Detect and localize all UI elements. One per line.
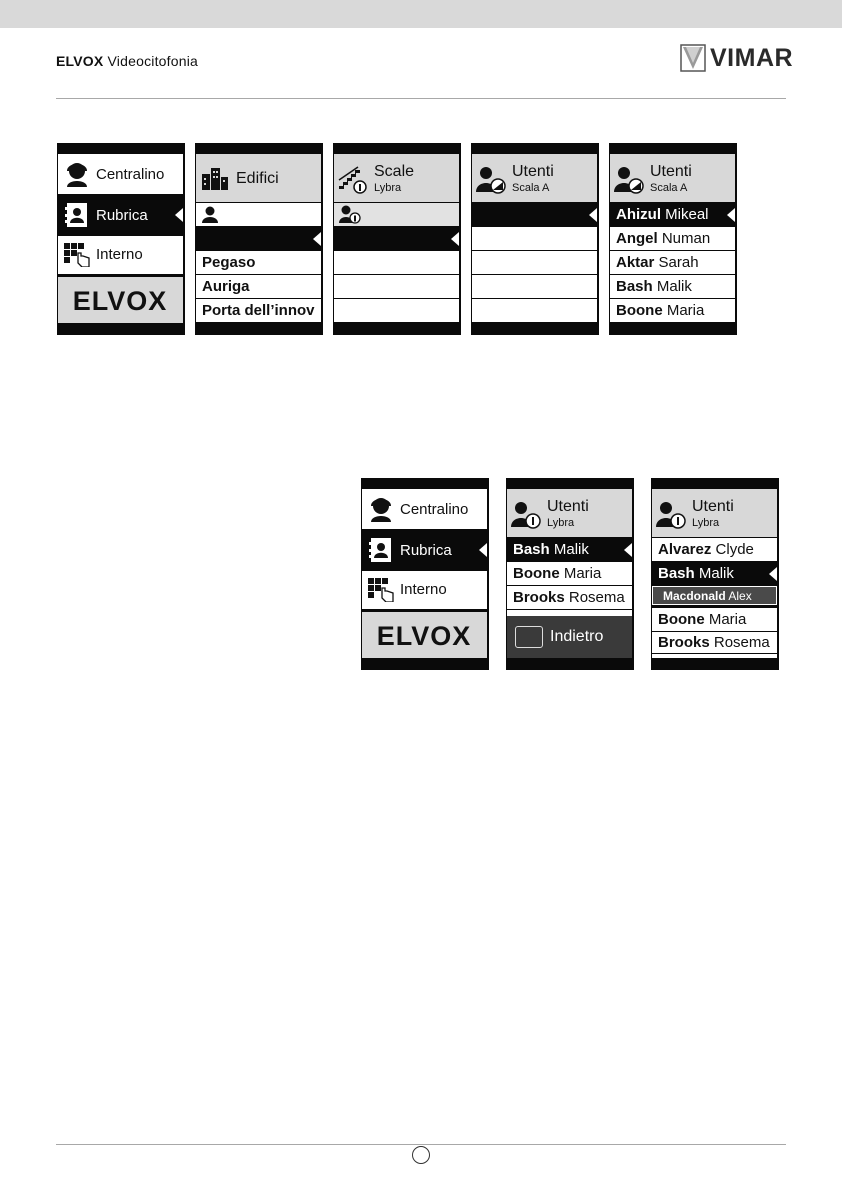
list-item[interactable] bbox=[334, 299, 459, 322]
user-icon bbox=[202, 206, 218, 223]
elvox-logo bbox=[62, 287, 179, 313]
menu-item-rubrica[interactable] bbox=[58, 195, 183, 235]
list-item-label bbox=[513, 541, 589, 558]
list-item[interactable] bbox=[196, 275, 321, 298]
first-name: Maria bbox=[666, 302, 705, 319]
menu-item-centralino[interactable] bbox=[58, 154, 183, 194]
list-item[interactable] bbox=[610, 299, 735, 322]
last-name: Boone bbox=[616, 302, 663, 319]
buildings-icon bbox=[202, 168, 228, 190]
screen-scale bbox=[333, 143, 461, 335]
list-item-label bbox=[658, 634, 770, 651]
list-item-label bbox=[616, 278, 692, 295]
last-name: Bash bbox=[616, 278, 653, 295]
list-item[interactable] bbox=[652, 608, 777, 631]
list-item-selected[interactable] bbox=[610, 203, 735, 226]
first-name: Malik bbox=[553, 541, 589, 558]
list-item[interactable] bbox=[472, 275, 597, 298]
page-title: Utenti bbox=[512, 163, 554, 180]
page-title: Utenti bbox=[692, 498, 734, 515]
last-name: Brooks bbox=[513, 589, 565, 606]
brand-rest: Videocitofonia bbox=[107, 53, 199, 69]
list-item-label: Auriga bbox=[202, 278, 250, 295]
list-item[interactable] bbox=[652, 538, 777, 561]
screen-edifici bbox=[195, 143, 323, 335]
vimar-logo-text: VIMAR bbox=[710, 44, 794, 72]
screen-main-menu-top bbox=[57, 143, 185, 335]
list-item-label bbox=[616, 254, 699, 271]
back-key-icon bbox=[515, 626, 543, 648]
page-subtitle: Lybra bbox=[374, 182, 402, 194]
user-stairs-icon bbox=[614, 166, 644, 194]
page-title: Edifici bbox=[236, 170, 279, 187]
screen-header bbox=[610, 154, 735, 202]
first-name: Malik bbox=[656, 278, 692, 295]
selection-arrow-icon bbox=[769, 567, 777, 581]
elvox-logo-text: ELVOX bbox=[376, 622, 472, 648]
back-popup[interactable] bbox=[507, 616, 632, 658]
menu-item-label: Centralino bbox=[400, 501, 469, 518]
screen-utenti-back bbox=[506, 478, 634, 670]
keypad-icon bbox=[64, 243, 90, 267]
list-item-label bbox=[663, 589, 752, 603]
screen-main-menu-bottom bbox=[361, 478, 489, 670]
first-name: Sarah bbox=[658, 254, 699, 271]
last-name: Bash bbox=[513, 541, 550, 558]
stairs-info-icon bbox=[338, 164, 368, 194]
list-item-selected[interactable] bbox=[196, 227, 321, 250]
selection-arrow-icon bbox=[479, 543, 487, 557]
user-info-icon bbox=[656, 501, 686, 529]
list-item-selected[interactable] bbox=[507, 538, 632, 561]
selection-arrow-icon bbox=[451, 232, 459, 246]
first-name: Mikeal bbox=[665, 206, 709, 223]
selection-arrow-icon bbox=[313, 232, 321, 246]
menu-item-interno[interactable] bbox=[362, 571, 487, 609]
page-subtitle: Scala A bbox=[650, 182, 688, 194]
list-item[interactable] bbox=[610, 227, 735, 250]
vimar-logo bbox=[680, 44, 794, 72]
list-item[interactable] bbox=[196, 299, 321, 322]
list-item-label bbox=[658, 541, 754, 558]
list-item-selected[interactable] bbox=[472, 203, 597, 226]
address-book-icon bbox=[65, 203, 87, 227]
list-item[interactable] bbox=[472, 227, 597, 250]
list-item-label bbox=[658, 565, 734, 582]
screen-header bbox=[507, 489, 632, 537]
list-item[interactable] bbox=[472, 251, 597, 274]
selection-arrow-icon bbox=[624, 543, 632, 557]
screen-header bbox=[652, 489, 777, 537]
first-name: Malik bbox=[698, 565, 734, 582]
first-name: Rosema bbox=[568, 589, 625, 606]
list-item[interactable] bbox=[334, 275, 459, 298]
selection-arrow-icon bbox=[727, 208, 735, 222]
list-item[interactable] bbox=[652, 632, 777, 653]
list-item[interactable] bbox=[334, 251, 459, 274]
first-name: Alex bbox=[728, 589, 752, 603]
list-item-selected[interactable] bbox=[334, 227, 459, 250]
brand-header bbox=[56, 53, 198, 69]
last-name: Aktar bbox=[616, 254, 655, 271]
selection-arrow-icon bbox=[589, 208, 597, 222]
last-name: Macdonald bbox=[663, 589, 726, 603]
back-button-label: Indietro bbox=[550, 628, 604, 645]
list-item-label bbox=[513, 565, 601, 582]
list-item[interactable] bbox=[610, 251, 735, 274]
last-name: Brooks bbox=[658, 634, 710, 651]
operator-icon bbox=[368, 496, 394, 522]
top-bar bbox=[0, 0, 842, 28]
first-name: Clyde bbox=[715, 541, 754, 558]
last-name: Ahizul bbox=[616, 206, 661, 223]
elvox-logo-panel bbox=[58, 277, 183, 323]
list-item-user[interactable] bbox=[196, 203, 321, 226]
page-title: Utenti bbox=[650, 163, 692, 180]
screen-utenti-empty bbox=[471, 143, 599, 335]
header-divider bbox=[56, 98, 786, 99]
menu-item-rubrica[interactable] bbox=[362, 530, 487, 570]
keypad-icon bbox=[368, 578, 394, 602]
first-name: Maria bbox=[708, 611, 747, 628]
list-item-selected[interactable] bbox=[652, 562, 777, 585]
last-name: Alvarez bbox=[658, 541, 712, 558]
elvox-logo-panel bbox=[362, 612, 487, 658]
menu-item-interno[interactable] bbox=[58, 236, 183, 274]
last-name: Angel bbox=[616, 230, 658, 247]
footer-divider bbox=[56, 1144, 786, 1145]
list-item-user-info[interactable] bbox=[334, 203, 459, 226]
list-item-label: Porta dell’innov bbox=[202, 302, 315, 319]
selection-arrow-icon bbox=[175, 208, 183, 222]
list-item[interactable] bbox=[196, 251, 321, 274]
list-item[interactable] bbox=[507, 562, 632, 585]
page-title: Utenti bbox=[547, 498, 589, 515]
page-number-circle bbox=[412, 1146, 430, 1164]
list-item-label bbox=[616, 230, 710, 247]
screen-header bbox=[196, 154, 321, 202]
list-item[interactable] bbox=[507, 586, 632, 609]
menu-item-centralino[interactable] bbox=[362, 489, 487, 529]
menu-item-label: Interno bbox=[96, 246, 143, 263]
page-subtitle: Scala A bbox=[512, 182, 550, 194]
last-name: Bash bbox=[658, 565, 695, 582]
operator-icon bbox=[64, 161, 90, 187]
page-subtitle: Lybra bbox=[692, 517, 720, 529]
user-info-icon bbox=[339, 205, 361, 224]
page-subtitle: Lybra bbox=[547, 517, 575, 529]
list-item-label bbox=[616, 206, 709, 223]
last-name: Boone bbox=[658, 611, 705, 628]
list-item-partial bbox=[652, 654, 777, 658]
elvox-logo bbox=[366, 622, 483, 648]
list-item-label bbox=[658, 611, 746, 628]
first-name: Numan bbox=[661, 230, 711, 247]
vimar-emblem-icon bbox=[680, 44, 706, 72]
user-stairs-icon bbox=[476, 166, 506, 194]
screen-header bbox=[472, 154, 597, 202]
screen-utenti-list bbox=[609, 143, 737, 335]
user-info-icon bbox=[511, 501, 541, 529]
page-title: Scale bbox=[374, 163, 415, 180]
list-item[interactable] bbox=[610, 275, 735, 298]
first-name: Maria bbox=[563, 565, 602, 582]
list-item[interactable] bbox=[472, 299, 597, 322]
first-name: Rosema bbox=[713, 634, 770, 651]
brand-bold: ELVOX bbox=[56, 53, 104, 69]
address-book-icon bbox=[369, 538, 391, 562]
list-item-expanded[interactable] bbox=[652, 586, 777, 605]
menu-item-label: Interno bbox=[400, 581, 447, 598]
list-item-label bbox=[513, 589, 625, 606]
menu-item-label: Rubrica bbox=[400, 542, 452, 559]
menu-item-label: Rubrica bbox=[96, 207, 148, 224]
elvox-logo-text: ELVOX bbox=[72, 287, 168, 313]
list-item-label: Pegaso bbox=[202, 254, 256, 271]
last-name: Boone bbox=[513, 565, 560, 582]
screen-header bbox=[334, 154, 459, 202]
list-item-label bbox=[616, 302, 704, 319]
screen-utenti-expanded bbox=[651, 478, 779, 670]
menu-item-label: Centralino bbox=[96, 166, 165, 183]
